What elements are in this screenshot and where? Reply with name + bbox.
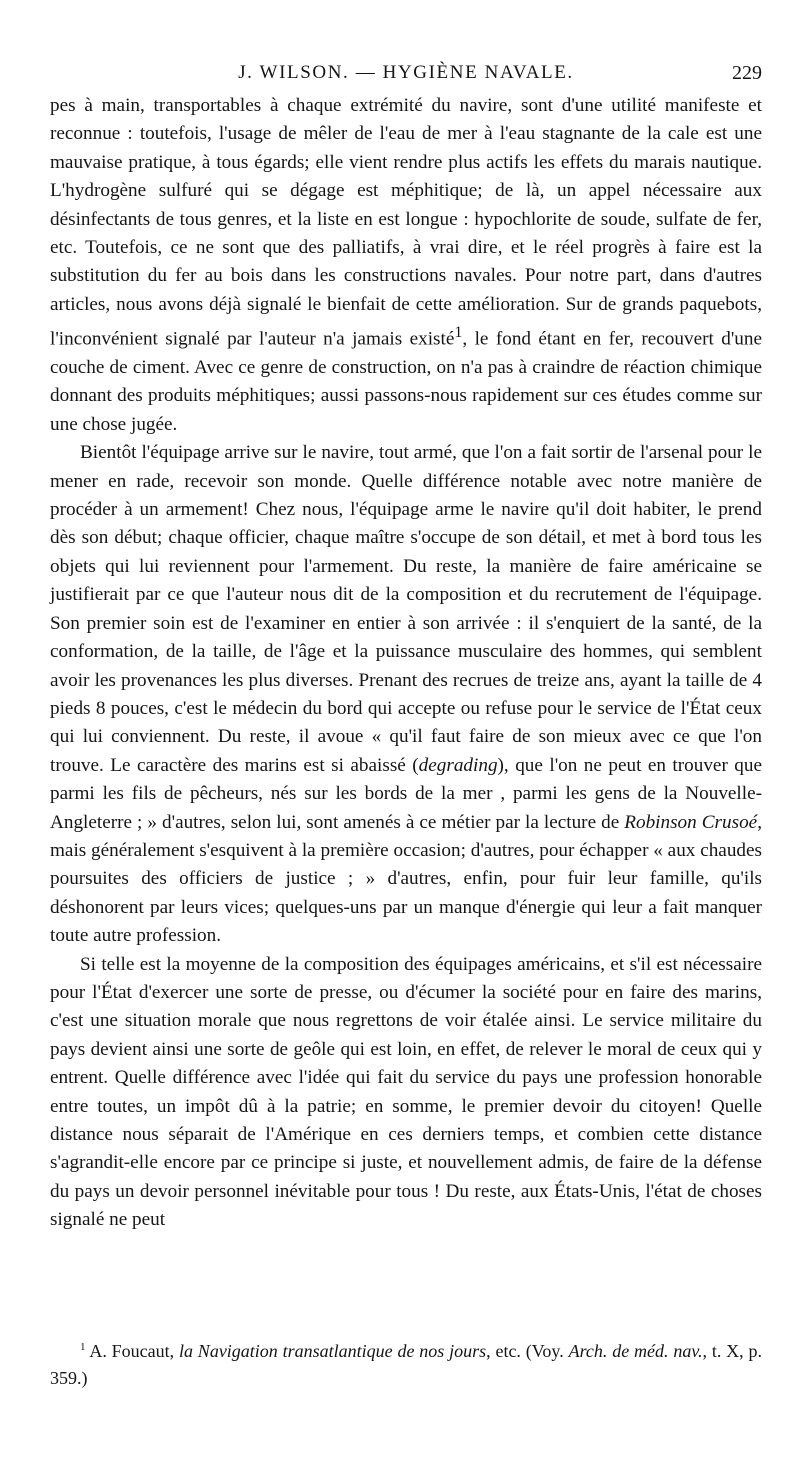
footnote-reference: 1 bbox=[454, 324, 463, 342]
paragraph-2-text-b: ), que l'on ne peut en trouver que parmi les fils de pêcheurs, nés sur les bords de la mer , parmi les gens de la Nouvelle-Angleterre ; » d'autres, selon lui, sont amenés à ce métier par la lecture de bbox=[50, 754, 763, 833]
paragraph-2-italic-degrading: degrading bbox=[418, 754, 498, 776]
footnote bbox=[50, 1334, 762, 1392]
paragraph-2 bbox=[50, 439, 762, 950]
paragraph-2-text-a: Bientôt l'équipage arrive sur le navire, tout armé, que l'on a fait sortir de l'arsenal pour le mener en rade, recevoir son monde. Quelle différence notable avec notre manière de procéder à un armement! Chez nous, l'équipage arme le navire qu'il doit habiter, le prend dès son début; chaque officier, chaque maître s'occupe de son détail, et met à bord tous les objets qui lui reviennent pour l'armement. Du reste, la manière de faire américaine se justifierait par ce que l'auteur nous dit de la composition et du recrutement de l'équipage. Son premier soin est de l'examiner en entier à son arrivée : il s'enquiert de la santé, de la conformation, de la taille, de l'âge et la puissance musculaire des hommes, qui semblent avoir les provenances les plus diverses. Prenant des recrues de treize ans, ayant la taille de 4 pieds 8 pouces, c'est le médecin du bord qui accepte ou refuse pour le service de l'État ceux qui lui conviennent. Du reste, il avoue « qu'il faut faire de son mieux avec ce que l'on trouve. Le caractère des marins est si abaissé ( bbox=[50, 442, 762, 776]
paragraph-2-text-c: , mais généralement s'esquivent à la première occasion; d'autres, pour échapper « aux chaudes poursuites des officiers de justice ; » d'autres, enfin, pour fuir leur famille, qu'ils déshonorent par leurs vices; quelques-uns par un manque d'énergie qui leur a fait manquer toute autre profession. bbox=[50, 811, 762, 947]
body-text bbox=[50, 92, 762, 1235]
paragraph-2-italic-robinson: Robinson Crusoé bbox=[624, 811, 758, 833]
footnote-text-a: A. Foucaut, bbox=[89, 1341, 179, 1361]
paragraph-3 bbox=[50, 951, 762, 1235]
footnote-text-c: , t. X, p. 359.) bbox=[50, 1341, 763, 1388]
paragraph-1-end: , le fond étant en fer, recouvert d'une couche de ciment. Avec ce genre de construction, on n'a pas à craindre de réaction chimique donnant des produits méphitiques; aussi passons-nous rapidement sur ces études comme sur une chose jugée. bbox=[50, 328, 762, 435]
page-number: 229 bbox=[732, 62, 762, 84]
footnote-italic-journal: Arch. de méd. nav. bbox=[568, 1341, 703, 1361]
footnote-text-b: , etc. (Voy. bbox=[486, 1341, 569, 1361]
footnote-marker: 1 bbox=[80, 1341, 86, 1353]
running-title: J. WILSON. — HYGIÈNE NAVALE. bbox=[238, 62, 574, 83]
footnote-italic-title: la Navigation transatlantique de nos jours bbox=[178, 1341, 487, 1361]
page-header bbox=[50, 62, 762, 92]
paragraph-1 bbox=[50, 92, 762, 439]
paragraph-3-text: Si telle est la moyenne de la composition des équipages américains, et s'il est nécessaire pour l'État d'exercer une sorte de presse, ou d'écumer la société pour en faire des marins, c'est une situation morale que nous regrettons de voir étalée ainsi. Le service militaire du pays devient ainsi une sorte de geôle qui est loin, en effet, de relever le moral de ceux qui y entrent. Quelle différence avec l'idée qui fait du service du pays une profession honorable entre toutes, un impôt dû à la patrie; en somme, le premier devoir du citoyen! Quelle distance nous séparait de l'Amérique en ces derniers temps, et combien cette distance s'agrandit-elle encore par ce principe si juste, et nouvellement admis, de faire de la défense du pays un devoir personnel inévitable pour tous ! Du reste, aux États-Unis, l'état de choses signalé ne peut bbox=[50, 953, 762, 1231]
paragraph-1-text: pes à main, transportables à chaque extrémité du navire, sont d'une utilité manifeste et reconnue : toutefois, l'usage de mêler de l'eau de mer à l'eau stagnante de la cale est une mauvaise pratique, à tous égards; elle vient rendre plus actifs les effets du marais nautique. L'hydrogène sulfuré qui se dégage est méphitique; de là, un appel nécessaire aux désinfectants de tous genres, et la liste en est longue : hypochlorite de soude, sulfate de fer, etc. Toutefois, ce ne sont que des palliatifs, à vrai dire, et le réel progrès à faire est la substitution du fer au bois dans les constructions navales. Pour notre part, dans d'autres articles, nous avons déjà signalé le bienfait de cette amélioration. Sur de grands paquebots, l'inconvénient signalé par l'auteur n'a jamais existé bbox=[50, 95, 762, 350]
